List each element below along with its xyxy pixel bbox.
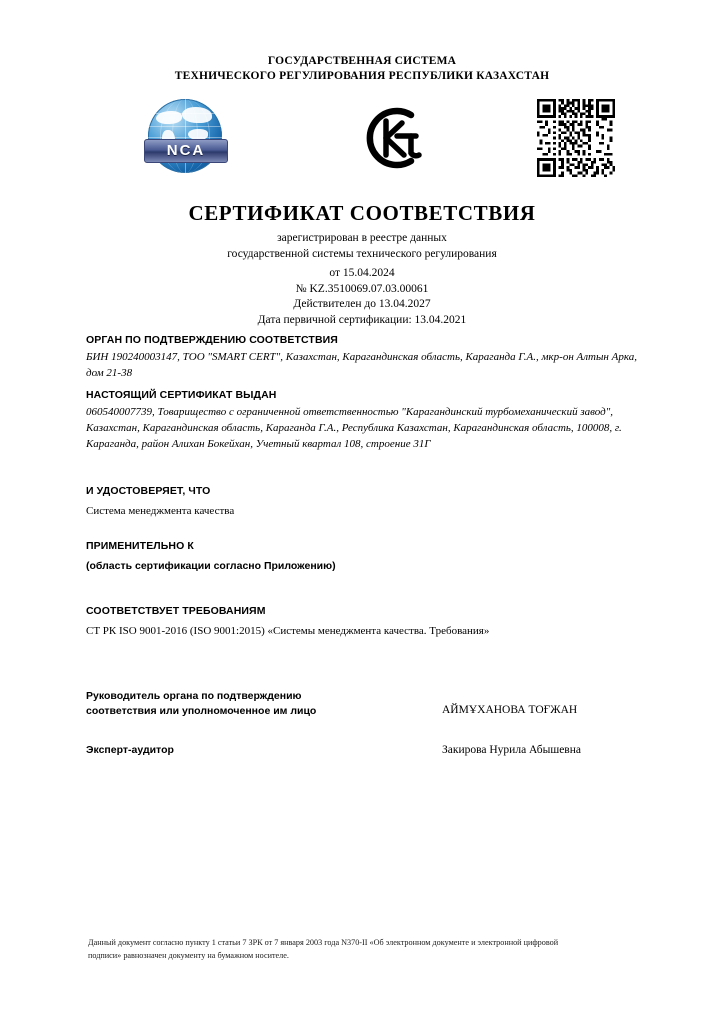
scope-text: (область сертификации согласно Приложению) [86, 560, 336, 572]
first-certification-date: Дата первичной сертификации: 13.04.2021 [257, 313, 467, 326]
header-line-1: ГОСУДАРСТВЕННАЯ СИСТЕМА [267, 55, 457, 67]
footer-disclaimer [88, 936, 636, 962]
certifies-section [86, 485, 642, 519]
certifies-heading: И УДОСТОВЕРЯЕТ, ЧТО [86, 485, 211, 497]
holder-details: 060540007739, Товарищество с ограниченной ответственностью "Карагандинский турбомеханический завод", Казахстан, Карагандинская область, Караганда Г.А., Республика Казахстан, Карагандинская область, 100008, г. Караганда, район Алихан Бокейхан, Учетный квартал 108, строение 31Г [86, 406, 622, 450]
page-title: СЕРТИФИКАТ СООТВЕТСТВИЯ [188, 201, 536, 225]
nca-globe-icon [144, 97, 226, 179]
certificate-subtitle [0, 231, 724, 262]
footer-line-2: подписи» равнозначен документу на бумажном носителе. [88, 951, 289, 960]
document-header [0, 54, 724, 84]
signatory-title-line-1: Эксперт-аудитор [86, 744, 174, 756]
emblem-row [0, 97, 724, 183]
signatory-name: Закирова Нурила Абышевна [442, 744, 581, 756]
standard-text: СТ РК ISO 9001-2016 (ISO 9001:2015) «Системы менеджмента качества. Требования» [86, 625, 490, 637]
signature-block [86, 689, 642, 758]
signature-row [86, 689, 642, 719]
holder-heading: НАСТОЯЩИЙ СЕРТИФИКАТ ВЫДАН [86, 389, 277, 401]
registration-date: от 15.04.2024 [329, 267, 395, 279]
standard-section [86, 605, 642, 639]
footer-line-1: Данный документ согласно пункту 1 статьи 7 ЗРК от 7 января 2003 года N370-II «Об электронном документе и электронной цифровой [88, 938, 559, 947]
st-kz-conformity-mark-icon [356, 103, 430, 173]
qr-code-icon [537, 99, 615, 177]
signatory-title-line-2: соответствия или уполномоченное им лицо [86, 705, 317, 717]
standard-heading: СООТВЕТСТВУЕТ ТРЕБОВАНИЯМ [86, 605, 266, 617]
signature-row [86, 743, 642, 758]
certification-body-details: БИН 190240003147, ТОО "SMART CERT", Казахстан, Карагандинская область, Караганда Г.А., мкр-он Алтын Арка, дом 21-38 [86, 351, 637, 379]
certification-body-section [86, 334, 642, 381]
valid-until: Действителен до 13.04.2027 [293, 298, 431, 310]
subtitle-line-1: зарегистрирован в реестре данных [277, 232, 447, 244]
registration-block [0, 266, 724, 328]
holder-section [86, 389, 642, 452]
certification-body-heading: ОРГАН ПО ПОДТВЕРЖДЕНИЮ СООТВЕТСТВИЯ [86, 334, 338, 346]
signatory-name: АЙМҰХАНОВА ТОҒЖАН [442, 704, 578, 716]
scope-heading: ПРИМЕНИТЕЛЬНО К [86, 540, 194, 552]
scope-section [86, 540, 642, 572]
subtitle-line-2: государственной системы технического регулирования [227, 247, 497, 260]
signatory-title [86, 689, 416, 719]
certifies-text: Система менеджмента качества [86, 505, 235, 517]
certificate-number: № KZ.3510069.07.03.00061 [295, 282, 429, 295]
nca-banner-label: NCA [144, 139, 228, 163]
header-line-2: ТЕХНИЧЕСКОГО РЕГУЛИРОВАНИЯ РЕСПУБЛИКИ КАЗАХСТАН [174, 70, 550, 82]
signatory-title [86, 743, 416, 758]
signatory-title-line-1: Руководитель органа по подтверждению [86, 690, 302, 702]
